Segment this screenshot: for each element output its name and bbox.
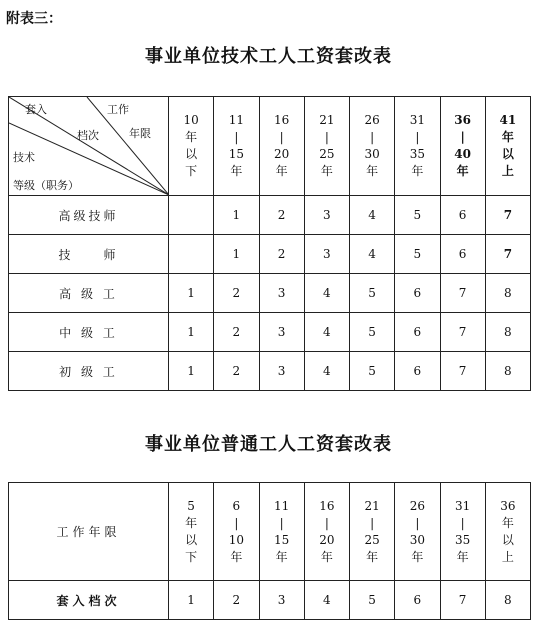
row-label: 中 级 工: [9, 313, 169, 352]
year-range-cell: 10 年 以 下: [169, 97, 214, 196]
grade-cell: 5: [350, 581, 395, 620]
grade-cell: 8: [485, 313, 530, 352]
diagonal-corner-header: [9, 97, 169, 196]
grade-cell: 7: [440, 581, 485, 620]
year-range-cell: 31 | 35 年: [440, 483, 485, 581]
year-range-cell: 36 | 40 年: [440, 97, 485, 196]
grade-cell: 1: [169, 352, 214, 391]
technical-workers-table-title: 事业单位技术工人工资套改表: [145, 46, 392, 67]
year-range-cell: 21 | 25 年: [350, 483, 395, 581]
grade-cell: 3: [304, 235, 349, 274]
corner-bottom-label: 等级（职务）: [13, 179, 79, 192]
year-range-cell: 26 | 30 年: [395, 483, 440, 581]
grade-cell: 4: [350, 196, 395, 235]
appendix-label: 附表三：: [6, 11, 62, 27]
work-years-header: 工作年限: [9, 483, 169, 581]
grade-cell: 5: [350, 352, 395, 391]
grade-cell: 7: [485, 235, 530, 274]
row-label: 套入档次: [9, 581, 169, 620]
grade-cell: 1: [169, 274, 214, 313]
grade-cell: 6: [440, 196, 485, 235]
grade-cell: 8: [485, 274, 530, 313]
year-range-cell: 21 | 25 年: [304, 97, 349, 196]
grade-cell: 2: [259, 235, 304, 274]
corner-left-label: 技术: [13, 151, 35, 164]
grade-cell: 3: [259, 581, 304, 620]
corner-top-right-label: 工作: [107, 103, 129, 116]
row-label: 初 级 工: [9, 352, 169, 391]
grade-cell: 2: [214, 313, 259, 352]
grade-cell: 2: [214, 274, 259, 313]
grade-cell: 6: [395, 274, 440, 313]
grade-cell: 6: [395, 313, 440, 352]
grade-cell: 6: [395, 352, 440, 391]
year-range-cell: 6 | 10 年: [214, 483, 259, 581]
year-range-cell: 16 | 20 年: [304, 483, 349, 581]
grade-cell: 7: [440, 274, 485, 313]
year-range-cell: 41 年 以 上: [485, 97, 530, 196]
grade-cell: 3: [304, 196, 349, 235]
grade-cell: 5: [395, 235, 440, 274]
general-workers-table-title: 事业单位普通工人工资套改表: [145, 434, 392, 455]
grade-cell: 1: [214, 235, 259, 274]
table-header-row: [9, 483, 531, 581]
grade-cell: 2: [214, 352, 259, 391]
year-range-cell: 11 | 15 年: [259, 483, 304, 581]
grade-cell: 3: [259, 274, 304, 313]
grade-cell: 8: [485, 352, 530, 391]
grade-cell: 4: [350, 235, 395, 274]
table-header-row: [9, 97, 531, 196]
grade-cell: 4: [304, 352, 349, 391]
year-range-cell: 31 | 35 年: [395, 97, 440, 196]
grade-cell: 7: [440, 352, 485, 391]
grade-cell: 2: [214, 581, 259, 620]
row-label: 技 师: [9, 235, 169, 274]
table-row: [9, 235, 531, 274]
table-row: [9, 352, 531, 391]
grade-cell: 6: [395, 581, 440, 620]
grade-cell: [169, 196, 214, 235]
table-row: [9, 581, 531, 620]
year-range-cell: 16 | 20 年: [259, 97, 304, 196]
corner-mid-label: 档次: [77, 129, 99, 142]
corner-right-label: 年限: [129, 127, 151, 140]
grade-cell: 3: [259, 352, 304, 391]
corner-top-left-label: 套入: [25, 103, 47, 116]
grade-cell: 5: [350, 313, 395, 352]
grade-cell: 6: [440, 235, 485, 274]
grade-cell: 5: [395, 196, 440, 235]
table-row: [9, 313, 531, 352]
year-range-cell: 11 | 15 年: [214, 97, 259, 196]
grade-cell: 7: [440, 313, 485, 352]
grade-cell: 4: [304, 274, 349, 313]
row-label: 高级技师: [9, 196, 169, 235]
row-label: 高 级 工: [9, 274, 169, 313]
grade-cell: 3: [259, 313, 304, 352]
grade-cell: 4: [304, 313, 349, 352]
grade-cell: [169, 235, 214, 274]
grade-cell: 8: [485, 581, 530, 620]
table-row: [9, 196, 531, 235]
grade-cell: 4: [304, 581, 349, 620]
technical-workers-salary-table: [8, 96, 531, 391]
grade-cell: 5: [350, 274, 395, 313]
grade-cell: 7: [485, 196, 530, 235]
grade-cell: 1: [169, 581, 214, 620]
grade-cell: 1: [169, 313, 214, 352]
grade-cell: 1: [214, 196, 259, 235]
year-range-cell: 36 年 以 上: [485, 483, 530, 581]
grade-cell: 2: [259, 196, 304, 235]
year-range-cell: 26 | 30 年: [350, 97, 395, 196]
table-row: [9, 274, 531, 313]
general-workers-salary-table: [8, 482, 531, 620]
year-range-cell: 5 年 以 下: [169, 483, 214, 581]
